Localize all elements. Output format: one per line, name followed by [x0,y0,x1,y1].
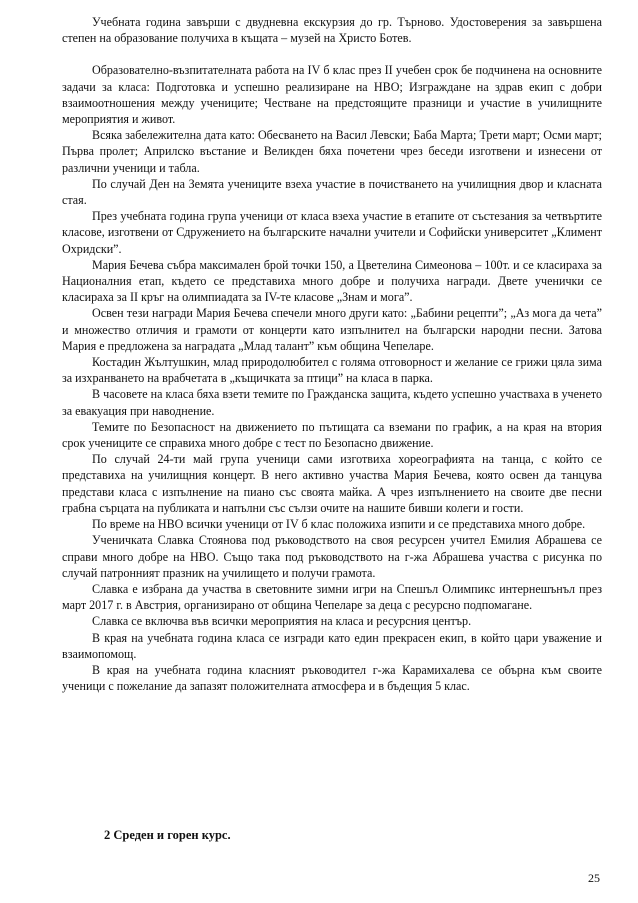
document-body [62,14,602,694]
paragraph-may-24: По случай 24-ти май група ученици сами изготвиха хореографията на танца, с който се представиха на училищния концерт. В него активно участва Мария Бечева, която освен да танцува представи класа с изпълнение на пиано със своята майка. А чрез изпълнението на своите две песни грабна сърцата на публиката и напълни със сълзи очите на нашите бивши колеги и гости. [62,452,602,515]
paragraph-slavka-nvo: Ученичката Славка Стоянова под ръководството на своя ресурсен учител Емилия Абрашева се справи много добре на НВО. Също така под ръководството на г-жа Абрашева участва с рисунка по случай патронният празник на училището и получи грамота. [62,533,602,580]
section-heading: 2 Среден и горен курс. [104,828,231,842]
paragraph-excursion: Учебната година завърши с двудневна екскурзия до гр. Търново. Удостоверения за завършена степен на образование получиха в къщата – музей на Христо Ботев. [62,15,602,46]
paragraph-national-stage: Мария Бечева събра максимален брой точки 150, а Цветелина Симеонова – 100т. и се класираха за Националния етап, където се представиха много добре и получиха награди. Двете ученички се класираха за II кръг на олимпиадата за IV-те класове „Знам и мога”. [62,257,602,305]
paragraph-special-olympics: Славка е избрана да участва в световните зимни игри на Спешъл Олимпикс интернешънъл през март 2017 г. в Австрия, организирано от община Чепеларе за деца с ресурсно подпомагане. [62,581,602,613]
paragraph-team: В края на учебната година класа се изгради като един прекрасен екип, в който цари уважение и взаимопомощ. [62,630,602,661]
paragraph-earth-day: По случай Ден на Земята учениците взеха участие в почистването на училищния двор и класната стая. [62,176,602,208]
paragraph-holidays: Всяка забележителна дата като: Обесването на Васил Левски; Баба Марта; Трети март; Осми март; Първа пролет; Априлско въстание и Великден бяха почетени чрез беседи изготвени и изнесени от различни ученици и табла. [62,128,602,175]
paragraph-gap [62,46,602,62]
paragraph-road-safety: Темите по Безопасност на движението по пътищата са вземани по график, а на края на втория срок учениците се справиха много добре с тест по Безопасно движение. [62,419,602,451]
paragraph-closing: В края на учебната година класният ръководител г-жа Карамихалева се обърна към своите ученици с пожелание да запазят положителната атмосфера и в бъдещия 5 клас. [62,662,602,694]
paragraph-bird-house: Костадин Жълтушкин, млад природолюбител с голяма отговорност и желание се грижи цяла зима за изхранването на врабчетата в „къщичката за птици” на класа в парка. [62,355,602,386]
paragraph-nvo: По време на НВО всички ученици от IV б клас положиха изпити и се представиха много добре. [92,517,586,532]
paragraph-competitions: През учебната година група ученици от класа взеха участие в етапите от състезания за четвъртите класове, изготвени от Сдружението на българските начални учители и Софийски университет „Климент Охридски”. [62,209,602,256]
paragraph-awards: Освен тези награди Мария Бечева спечели много други като: „Бабини рецепти”; „Аз мога да чета” и множество отличия и грамоти от концерти като изпълнител на български народни песни. Затова Мария е предложена за наградата „Млад талант” към община Чепеларе. [62,306,602,353]
page-number: 25 [588,871,600,885]
paragraph-educational-work: Образователно-възпитателната работа на IV б клас през II учебен срок бе подчинена на основните задачи за класа: Подготовка и успешно реализиране на НВО; Изграждане на здрав екип с добри взаимоотношения между учениците; Честване на предстоящите празници и участие в училищните мероприятия и живот. [62,63,602,127]
paragraph-civil-protection: В часовете на класа бяха взети темите по Гражданска защита, където успешно участваха в ученето за евакуация при наводнение. [62,387,602,418]
paragraph-resource-center: Славка се включва във всички мероприятия на класа и ресурсния център. [92,614,472,629]
